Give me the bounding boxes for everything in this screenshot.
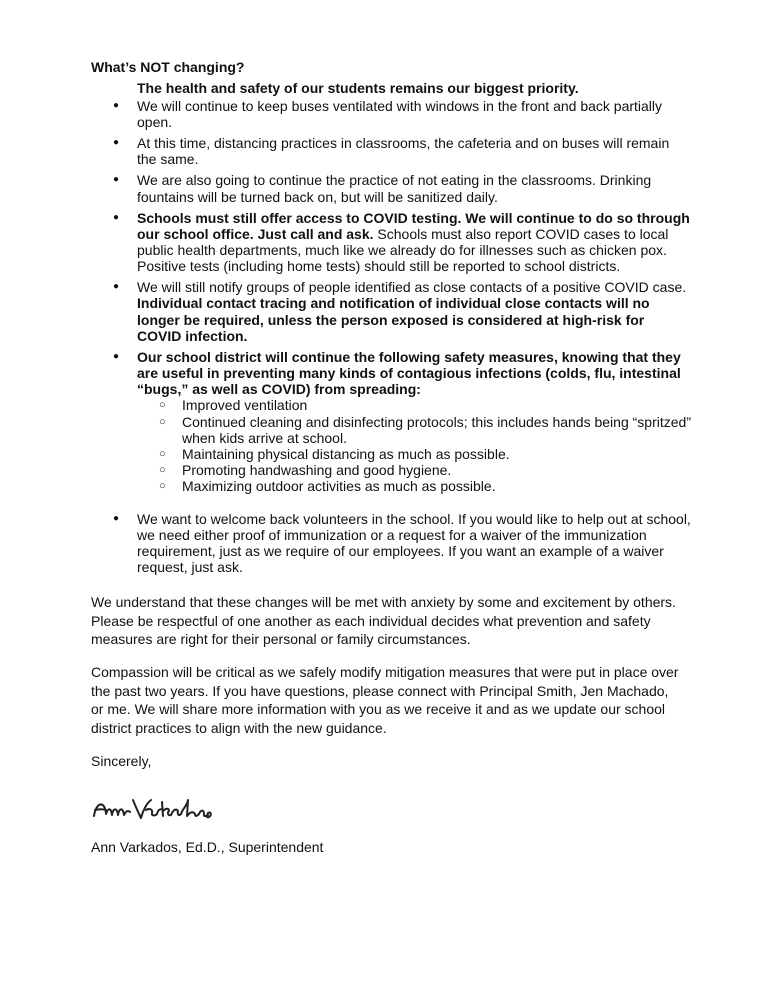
list-item (91, 279, 691, 344)
bullet-text: At this time, distancing practices in classrooms, the cafeteria and on buses will remain the same. (137, 135, 670, 168)
list-item (91, 172, 691, 204)
bullet-text: We will still notify groups of people identified as close contacts of a positive COVID case. (137, 279, 687, 296)
bullet-text: We will continue to keep buses ventilated with windows in the front and back partially open. (137, 98, 663, 131)
sub-list-item: ○ Maintaining physical distancing as much as possible. (137, 446, 691, 462)
bullet-text: We want to welcome back volunteers in the school. If you would like to help out at school, we need either proof of immunization or a request for a waiver of the immunization requirement, just as we require of our employees. If you want an example of a waiver request, just ask. (137, 510, 691, 576)
understanding-paragraph: We understand that these changes will be met with anxiety by some and excitement by others. Please be respectful of one another as each individual decides what prevention and safety measures are right for their personal or family circumstances. (91, 594, 676, 648)
safety-measures-sublist (137, 397, 691, 494)
bullet-bold-text: Our school district will continue the following safety measures, knowing that they are useful in preventing many kinds of contagious infections (colds, flu, intestinal “bugs,” as well as COVID) from spreading: (137, 348, 681, 398)
section-heading: What’s NOT changing? (91, 59, 245, 75)
list-item (91, 349, 691, 495)
sub-list-item: ○ Continued cleaning and disinfecting protocols; this includes hands being “spritzed” when kids arrive at school. (137, 414, 691, 446)
bullet-bold-text: Individual contact tracing and notification of individual close contacts will no longer be required, unless the person exposed is considered at high-risk for COVID infection. (137, 295, 650, 344)
priority-statement: The health and safety of our students remains our biggest priority. (137, 80, 579, 96)
list-item (91, 135, 691, 167)
sub-list-item: ○ Improved ventilation (137, 397, 691, 413)
signatory-name: Ann Varkados, Ed.D., Superintendent (91, 839, 324, 855)
bullet-text: Schools must also report COVID cases to local public health departments, much like we already do for illnesses such as chicken pox. Positive tests (including home tests) should still be reported to school districts. (137, 225, 669, 275)
closing-salutation: Sincerely, (91, 753, 152, 769)
handwritten-signature (91, 794, 231, 824)
list-item (91, 98, 691, 130)
sub-list-item: ○ Maximizing outdoor activities as much as possible. (137, 478, 691, 494)
list-item (91, 210, 691, 275)
compassion-paragraph: Compassion will be critical as we safely modify mitigation measures that were put in place over the past two years. If you have questions, please connect with Principal Smith, Jen Machado, or me. We will share more information with you as we receive it and as we update our school district practices to align with the new guidance. (91, 664, 679, 736)
bullet-text: We are also going to continue the practice of not eating in the classrooms. Drinking fountains will be turned back on, but will be sanitized daily. (137, 172, 652, 205)
sub-list-item: ○ Promoting handwashing and good hygiene. (137, 462, 691, 478)
measures-list (91, 98, 691, 580)
list-item (91, 511, 691, 576)
bullet-bold-text: Schools must still offer access to COVID testing. We will continue to do so through our school office. Just call and ask. (137, 209, 690, 242)
